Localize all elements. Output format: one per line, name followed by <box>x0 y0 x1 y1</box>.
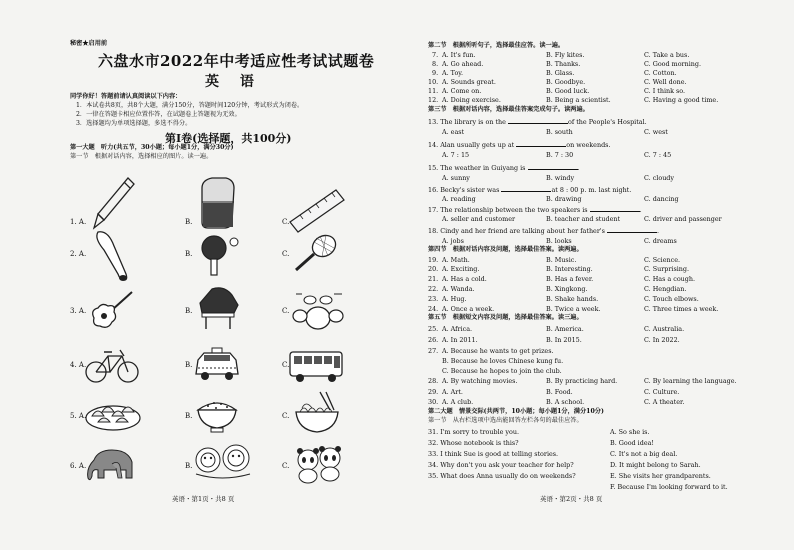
q29-num: 29. <box>428 388 439 396</box>
q23-num: 23. <box>428 295 439 303</box>
q5-label: 5. A. <box>70 412 87 420</box>
q6-c-label: C. <box>282 462 290 470</box>
q17-c: C. driver and passenger <box>644 215 722 223</box>
q13-b: B. south <box>546 128 573 136</box>
q13-c: C. west <box>644 128 668 136</box>
subject-title: 英 语 <box>205 74 262 90</box>
sec4-heading: 第四节 根据对话内容及问题，选择最佳答案。读两遍。 <box>428 246 583 253</box>
eraser-icon <box>192 174 242 232</box>
q8-num: 8. <box>432 60 439 68</box>
q29-b: B. Food. <box>546 388 573 396</box>
q15-b: B. windy <box>546 174 575 182</box>
q16-stem <box>428 185 631 194</box>
q13-stem-pre: 13. The library is on the <box>428 118 506 126</box>
ans-a: A. So she is. <box>610 428 650 436</box>
q28-c: C. By learning the language. <box>644 377 737 385</box>
q3-label: 3. A. <box>70 307 87 315</box>
q18-blank <box>607 226 660 235</box>
q22-a: A. Wanda. <box>442 285 475 293</box>
lions-icon <box>192 438 254 486</box>
q20-c: C. Surprising. <box>644 265 690 273</box>
baseball-bat-icon <box>90 228 134 284</box>
noodles-icon <box>290 390 344 436</box>
ans-d: D. It might belong to Sarah. <box>610 461 701 469</box>
q17-stem-post: . <box>639 206 642 214</box>
piano-icon <box>194 283 244 333</box>
left-footer: 英语・第1页・共8 页 <box>172 495 235 503</box>
pencil-icon <box>88 172 138 234</box>
q20-b: B. Interesting. <box>546 265 593 273</box>
notice-heading: 同学你好！答题前请认真阅读以下内容： <box>70 93 182 100</box>
q16-c: C. dancing <box>644 195 679 203</box>
q26-num: 26. <box>428 336 439 344</box>
q17-a: A. seller and customer <box>442 215 516 223</box>
q28-a: A. By watching movies. <box>442 377 518 385</box>
q22-c: C. Hengdian. <box>644 285 687 293</box>
right-page <box>400 0 794 550</box>
q4-b-label: B. <box>185 361 193 369</box>
dumplings-icon <box>84 394 142 434</box>
q30-a: A. A club. <box>442 398 474 406</box>
q12-num: 12. <box>428 96 439 104</box>
q19-b: B. Music. <box>546 256 577 264</box>
q9-num: 9. <box>432 69 439 77</box>
q27-num: 27. <box>428 347 439 355</box>
q20-a: A. Exciting. <box>442 265 480 273</box>
right-footer: 英语・第2页・共8 页 <box>540 495 603 503</box>
q35-stem: 35. What does Anna usually do on weekends? <box>428 472 576 480</box>
q11-b: B. Good luck. <box>546 87 590 95</box>
section1-title: 第一大题 听力(共五节，30小题；每小题1分，满分30分) <box>70 144 234 151</box>
tennis-racket-icon <box>290 232 344 276</box>
ans-c: C. It's not a big deal. <box>610 450 678 458</box>
q15-stem-pre: 15. The weather in Guiyang is <box>428 164 526 172</box>
q26-b: B. In 2015. <box>546 336 582 344</box>
q10-c: C. Well done. <box>644 78 687 86</box>
q24-a: A. Once a week. <box>442 305 495 313</box>
q34-stem: 34. Why don't you ask your teacher for help? <box>428 461 574 469</box>
q27-c: C. Because he hopes to join the club. <box>442 367 562 375</box>
q20-num: 20. <box>428 265 439 273</box>
q5-c-label: C. <box>282 412 290 420</box>
q1-label: 1. A. <box>70 218 87 226</box>
q11-a: A. Come on. <box>442 87 482 95</box>
q13-stem <box>428 117 647 126</box>
q9-a: A. Toy. <box>442 69 464 77</box>
q14-stem <box>428 140 610 149</box>
q10-b: B. Goodbye. <box>546 78 586 86</box>
q17-b: B. teacher and student <box>546 215 621 223</box>
part1-title: 第Ⅰ卷(选择题，共100分) <box>165 132 292 145</box>
q18-stem <box>428 226 659 235</box>
q3-c-label: C. <box>282 307 290 315</box>
q28-b: B. By practicing hard. <box>546 377 618 385</box>
q30-c: C. A theater. <box>644 398 685 406</box>
q7-b: B. Fly kites. <box>546 51 585 59</box>
q21-num: 21. <box>428 275 439 283</box>
q17-blank <box>590 205 640 212</box>
q8-a: A. Go ahead. <box>442 60 484 68</box>
ans-e: E. She visits her grandparents. <box>610 472 711 480</box>
q27-b: B. Because he loves Chinese kung fu. <box>442 357 564 365</box>
q22-b: B. Xingkong. <box>546 285 588 293</box>
q25-num: 25. <box>428 325 439 333</box>
q7-a: A. It's fun. <box>442 51 476 59</box>
q10-num: 10. <box>428 78 439 86</box>
q14-a: A. 7 : 15 <box>442 151 470 159</box>
q6-b-label: B. <box>185 462 193 470</box>
sec3-heading: 第三节 根据对话内容，选择最佳答案完成句子。读两遍。 <box>428 106 589 113</box>
secret-label: 秘密★启用前 <box>70 40 108 47</box>
ans-f: F. Because I'm looking forward to it. <box>610 483 728 491</box>
guitar-icon <box>88 288 136 334</box>
q29-a: A. Art. <box>442 388 463 396</box>
q31-stem: 31. I'm sorry to trouble you. <box>428 428 520 436</box>
q7-c: C. Take a bus. <box>644 51 690 59</box>
q18-a: A. jobs <box>442 237 464 245</box>
q24-num: 24. <box>428 305 439 313</box>
q4-label: 4. A. <box>70 361 87 369</box>
notice-2: 2．一律在答题卡相应位置作答，在试题卷上答题视为无效。 <box>76 111 241 118</box>
part2-heading: 第二大题 情景交际(共两节，10小题；每小题1分，满分10分) <box>428 408 604 415</box>
ping-pong-paddle-icon <box>196 232 244 278</box>
notice-3: 3．选择题均为单项选择题，多选不得分。 <box>76 120 192 127</box>
q19-num: 19. <box>428 256 439 264</box>
q5-b-label: B. <box>185 412 193 420</box>
q25-b: B. America. <box>546 325 584 333</box>
part2-subheading: 第一节 从右栏选项中选出能回答左栏各句的最佳应答。 <box>428 417 583 424</box>
q17-stem-pre: 17. The relationship between the two speakers is <box>428 206 588 214</box>
q8-b: B. Thanks. <box>546 60 581 68</box>
q21-b: B. Has a fever. <box>546 275 594 283</box>
q2-b-label: B. <box>185 250 193 258</box>
q18-stem-pre: 18. Cindy and her friend are talking about her father's <box>428 227 605 235</box>
q2-c-label: C. <box>282 250 290 258</box>
q23-c: C. Touch elbows. <box>644 295 699 303</box>
q10-a: A. Sounds great. <box>442 78 496 86</box>
q13-stem-post: of the People's Hospital. <box>568 118 647 126</box>
q19-c: C. Science. <box>644 256 681 264</box>
q25-c: C. Australia. <box>644 325 685 333</box>
notice-1: 1．本试卷共8页，共8个大题，满分150分，答题时间120分钟，考试形式为闭卷。 <box>76 102 304 109</box>
q26-a: A. In 2011. <box>442 336 478 344</box>
sec2-heading: 第二节 根据所听句子，选择最佳应答。读一遍。 <box>428 42 565 49</box>
q14-c: C. 7 : 45 <box>644 151 672 159</box>
q1-c-label: C. <box>282 218 290 226</box>
q1-b-label: B. <box>185 218 193 226</box>
rice-bowl-icon <box>194 392 240 436</box>
q11-num: 11. <box>428 87 439 95</box>
q12-b: B. Being a scientist. <box>546 96 611 104</box>
q3-b-label: B. <box>185 307 193 315</box>
q19-a: A. Math. <box>442 256 470 264</box>
q28-num: 28. <box>428 377 439 385</box>
q12-a: A. Doing exercise. <box>442 96 501 104</box>
q30-num: 30. <box>428 398 439 406</box>
q17-stem <box>428 205 642 214</box>
q15-stem <box>428 163 580 172</box>
q21-c: C. Has a cough. <box>644 275 696 283</box>
q14-stem-pre: 14. Alan usually gets up at <box>428 141 515 149</box>
q9-b: B. Glass. <box>546 69 575 77</box>
pandas-icon <box>292 440 346 486</box>
drums-icon <box>290 290 346 332</box>
q26-c: C. In 2022. <box>644 336 680 344</box>
q14-blank <box>516 140 566 147</box>
q33-stem: 33. I think Sue is good at telling stories. <box>428 450 559 458</box>
q27-a: A. Because he wants to get prizes. <box>442 347 554 355</box>
q23-a: A. Hug. <box>442 295 467 303</box>
q6-label: 6. A. <box>70 462 87 470</box>
bus-icon <box>288 348 346 384</box>
q32-stem: 32. Whose notebook is this? <box>428 439 519 447</box>
elephant-icon <box>84 442 144 486</box>
q29-c: C. Culture. <box>644 388 680 396</box>
q18-stem-post: . <box>656 227 660 235</box>
taxi-icon <box>192 344 242 386</box>
q30-b: B. A school. <box>546 398 585 406</box>
q8-c: C. Good morning. <box>644 60 702 68</box>
q15-c: C. cloudy <box>644 174 675 182</box>
q23-b: B. Shake hands. <box>546 295 599 303</box>
q16-a: A. reading <box>442 195 476 203</box>
q7-num: 7. <box>432 51 439 59</box>
q16-blank <box>501 185 551 192</box>
q15-stem-post: . <box>577 164 580 172</box>
exam-title: 六盘水市2022年中考适应性考试试题卷 <box>98 52 375 70</box>
q16-b: B. drawing <box>546 195 582 203</box>
q11-c: C. I think so. <box>644 87 686 95</box>
q16-stem-pre: 16. Becky's sister was <box>428 186 500 194</box>
q21-a: A. Has a cold. <box>442 275 487 283</box>
ans-b: B. Good idea! <box>610 439 654 447</box>
q2-label: 2. A. <box>70 250 87 258</box>
q16-stem-post: at 8 : 00 p. m. last night. <box>551 186 632 194</box>
q18-b: B. looks <box>546 237 572 245</box>
ruler-icon <box>288 184 346 234</box>
q15-blank <box>528 163 578 170</box>
sec5-heading: 第五节 根据短文内容及问题，选择最佳答案。读三遍。 <box>428 314 583 321</box>
q14-stem-post: on weekends. <box>566 141 611 149</box>
q24-b: B. Twice a week. <box>546 305 601 313</box>
q25-a: A. Africa. <box>442 325 473 333</box>
q15-a: A. sunny <box>442 174 470 182</box>
q14-b: B. 7 : 30 <box>546 151 574 159</box>
q24-c: C. Three times a week. <box>644 305 719 313</box>
bicycle-icon <box>84 346 140 386</box>
q12-c: C. Having a good time. <box>644 96 719 104</box>
q13-a: A. east <box>442 128 465 136</box>
q13-blank <box>508 117 568 124</box>
q9-c: C. Cotton. <box>644 69 677 77</box>
q4-c-label: C. <box>282 361 290 369</box>
q18-c: C. dreams <box>644 237 677 245</box>
section1-part1: 第一节 根据对话内容，选择相应的图片。读一遍。 <box>70 153 213 160</box>
q22-num: 22. <box>428 285 439 293</box>
